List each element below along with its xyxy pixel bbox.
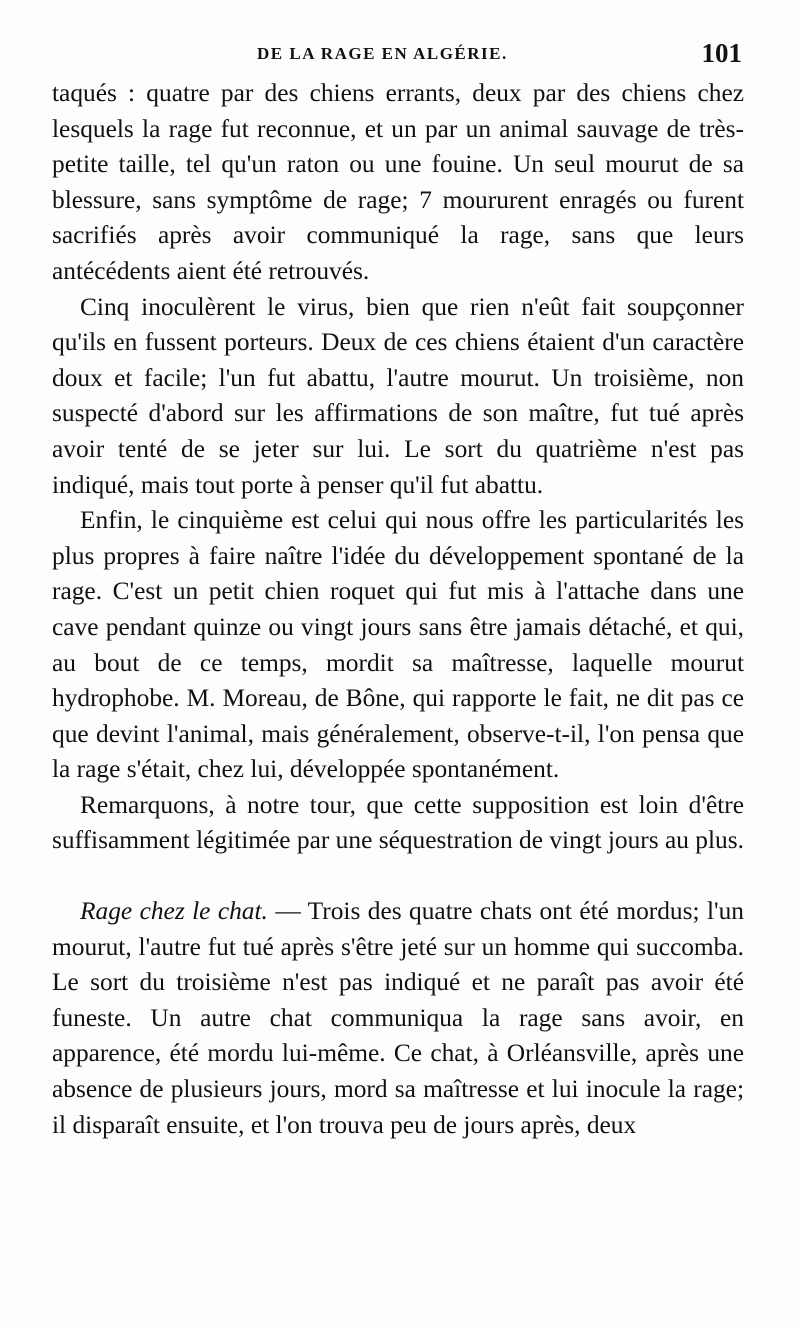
paragraph-fifth-dog: Enfin, le cinquième est celui qui nous offre les particularités les plus propres à faire naître l'idée du développement spontané de la rage. C'est un petit chien roquet qui fut mis à l'attache dans une cave pendant quinze ou vingt jours sans être jamais détaché, et qui, au bout de ce temps, mordit sa maîtresse, laquelle mourut hydrophobe. M. Moreau, de Bône, qui rapporte le fait, ne dit pas ce que devint l'animal, mais généralement, observe-t-il, l'on pensa que la rage s'était, chez lui, développée spontanément. bbox=[52, 506, 744, 784]
body-text bbox=[52, 76, 744, 1143]
section-label: Rage chez le chat. bbox=[80, 897, 268, 926]
running-title: DE LA RAGE EN ALGÉRIE. bbox=[257, 44, 508, 63]
section-gap bbox=[52, 859, 744, 894]
paragraph-cat-rabies bbox=[52, 894, 744, 1143]
running-header bbox=[52, 38, 742, 70]
paragraph-cat-text: — Trois des quatre chats ont été mordus; l'un mourut, l'autre fut tué après s'être jeté sur un homme qui succomba. Le sort du troisième n'est pas indiqué et ne paraît pas avoir été funeste. Un autre chat communiqua la rage sans avoir, en apparence, été mordu lui-même. Ce chat, à Orléansville, après une absence de plusieurs jours, mord sa maîtresse et lui inocule la rage; il disparaît ensuite, et l'on trouva peu de jours après, deux bbox=[52, 897, 744, 1139]
paragraph-inoculation: Cinq inoculèrent le virus, bien que rien n'eût fait soupçonner qu'ils en fussent porteurs. Deux de ces chiens étaient d'un caractère doux et facile; l'un fut abattu, l'autre mourut. Un troisième, non suspecté d'abord sur les affirmations de son maître, fut tué après avoir tenté de se jeter sur lui. Le sort du quatrième n'est pas indiqué, mais tout porte à penser qu'il fut abattu. bbox=[52, 292, 744, 499]
page-number: 101 bbox=[701, 38, 742, 68]
paragraph-continuation: taqués : quatre par des chiens errants, deux par des chiens chez lesquels la rage fut reconnue, et un par un animal sauvage de très-petite taille, tel qu'un raton ou une fouine. Un seul mourut de sa blessure, sans symptôme de rage; 7 moururent enragés ou furent sacrifiés après avoir communiqué la rage, sans que leurs antécédents aient été retrouvés. bbox=[52, 79, 744, 285]
paragraph-remark: Remarquons, à notre tour, que cette supposition est loin d'être suffisamment légitimée par une séquestration de vingt jours au plus. bbox=[52, 790, 744, 855]
